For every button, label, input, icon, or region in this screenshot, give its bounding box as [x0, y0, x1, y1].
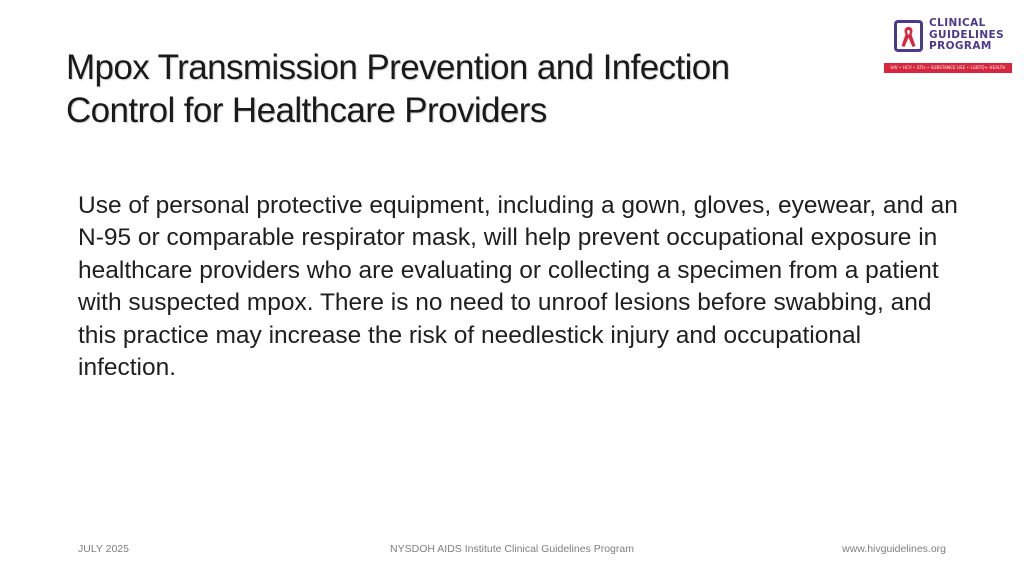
slide-title-line-1: Mpox Transmission Prevention and Infection [66, 48, 730, 87]
logo-wordmark [929, 18, 1011, 53]
logo-frame [894, 20, 923, 52]
slide-title-line-2: Control for Healthcare Providers [66, 91, 547, 130]
logo-line-3: PROGRAM [929, 40, 992, 52]
footer-date: JULY 2025 [78, 543, 129, 555]
logo-tagline-bar: HIV • HCV • STIs • SUBSTANCE USE • LGBTQ+ HEALTH [884, 63, 1012, 73]
clinical-guidelines-program-logo [884, 18, 1012, 76]
slide-title [66, 46, 856, 132]
footer-organization: NYSDOH AIDS Institute Clinical Guidelines Program [390, 543, 634, 555]
body-paragraph: Use of personal protective equipment, including a gown, gloves, eyewear, and an N-95 or comparable respirator mask, will help prevent occupational exposure in healthcare providers who are evaluating or collecting a specimen from a patient with suspected mpox. There is no need to unroof lesions before swabbing, and this practice may increase the risk of needlestick injury and occupational infection. [78, 192, 958, 382]
red-ribbon-icon [899, 25, 918, 49]
footer-website-link[interactable]: www.hivguidelines.org [842, 543, 946, 555]
logo-line-1: CLINICAL [929, 17, 986, 29]
logo-line-2: GUIDELINES [929, 28, 1005, 41]
